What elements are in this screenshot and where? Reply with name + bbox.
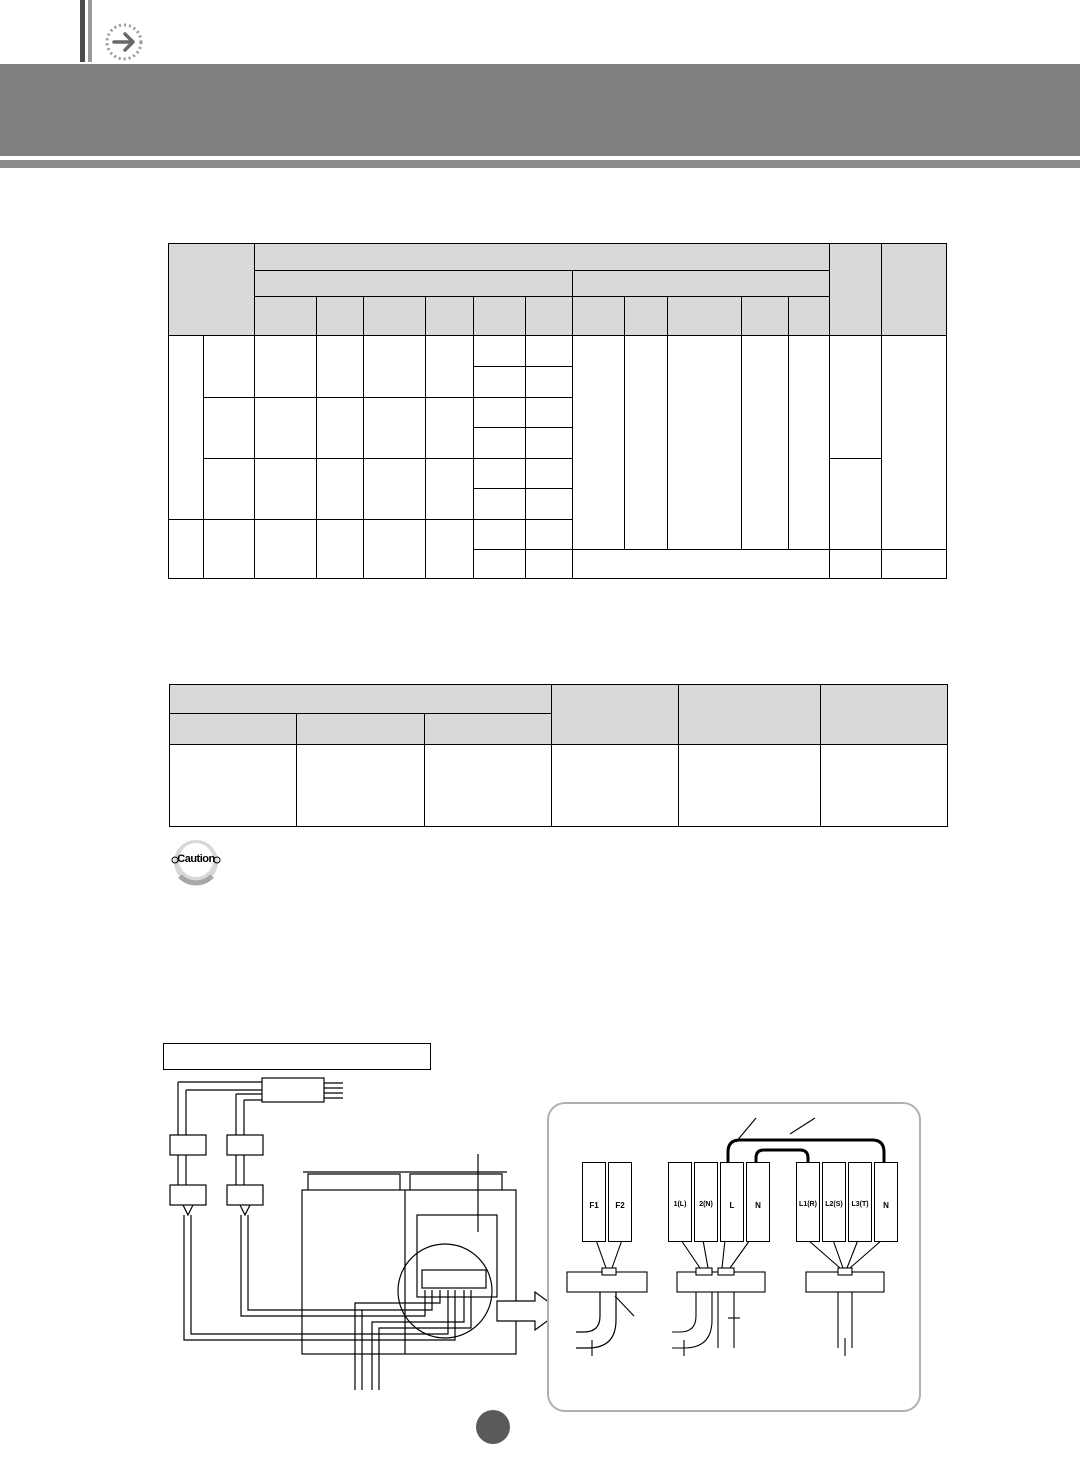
terminal-block-mid xyxy=(668,1162,770,1242)
table1-cell xyxy=(573,336,625,550)
table1-cell xyxy=(255,520,317,579)
table1-cell xyxy=(625,336,668,550)
table1-cell xyxy=(526,489,573,520)
table1-cell xyxy=(573,550,829,579)
table1-col-header xyxy=(668,297,741,336)
table1-col-header xyxy=(255,297,317,336)
table1-cell xyxy=(255,336,317,398)
arrow-right-circle-icon xyxy=(102,20,146,64)
table1-cell xyxy=(741,336,788,550)
spec-table-2 xyxy=(169,684,948,827)
table1-col-header xyxy=(526,297,573,336)
header-bar-dark xyxy=(80,0,85,62)
table1-cell xyxy=(364,459,426,520)
table1-cell xyxy=(474,367,526,398)
table1-cell xyxy=(426,459,474,520)
table1-cell xyxy=(426,520,474,579)
caution-badge xyxy=(166,836,226,888)
table1-cell xyxy=(364,398,426,459)
terminal-label: L1(R) xyxy=(799,1201,817,1208)
table1-cell xyxy=(426,336,474,398)
table1-col-header xyxy=(788,297,829,336)
terminal-label: N xyxy=(755,1201,761,1210)
table1-col-header xyxy=(625,297,668,336)
table1-cell xyxy=(317,459,364,520)
table1-col-header xyxy=(881,244,946,336)
table1-col-header xyxy=(364,297,426,336)
terminal xyxy=(694,1162,718,1242)
table1-cell xyxy=(881,550,946,579)
table2-col-header xyxy=(170,714,297,745)
terminal-label: 2(N) xyxy=(699,1201,713,1208)
table1-cell xyxy=(526,520,573,550)
table1-cell xyxy=(474,550,526,579)
table1-subgroup-header xyxy=(255,271,573,297)
terminal-detail-diagram xyxy=(555,1110,910,1400)
terminal xyxy=(796,1162,820,1242)
terminal-block-left xyxy=(582,1162,632,1242)
table1-subgroup-header xyxy=(573,271,829,297)
terminal xyxy=(746,1162,770,1242)
table1-col-header xyxy=(426,297,474,336)
table1-cell xyxy=(474,336,526,367)
table1-cell xyxy=(169,336,204,520)
terminal xyxy=(582,1162,606,1242)
table2-cell xyxy=(552,745,679,827)
header-divider xyxy=(0,160,1080,168)
terminal-label: 1(L) xyxy=(673,1201,687,1208)
table1-cell xyxy=(526,398,573,428)
table2-cell xyxy=(425,745,552,827)
terminal xyxy=(822,1162,846,1242)
table1-cell xyxy=(829,459,881,550)
table1-cell xyxy=(526,367,573,398)
table2-cell xyxy=(297,745,425,827)
table1-cell xyxy=(426,398,474,459)
table1-cell xyxy=(255,459,317,520)
table1-col-header xyxy=(317,297,364,336)
table1-cell xyxy=(204,398,255,459)
table1-cell xyxy=(526,336,573,367)
header-band xyxy=(0,64,1080,156)
table1-cell xyxy=(881,336,946,550)
table2-col-header xyxy=(425,714,552,745)
terminal-label: L xyxy=(729,1201,735,1210)
table1-cell xyxy=(474,520,526,550)
terminal-label: F1 xyxy=(589,1201,599,1210)
table1-cell xyxy=(526,550,573,579)
terminal xyxy=(874,1162,898,1242)
terminal-label: L3(T) xyxy=(851,1201,869,1208)
terminal-block-right xyxy=(796,1162,898,1242)
terminal-label: N xyxy=(883,1201,889,1210)
terminal-label: L2(S) xyxy=(825,1201,843,1208)
table1-cell xyxy=(317,520,364,579)
table1-cell xyxy=(526,459,573,489)
table1-cell xyxy=(668,336,741,550)
table2-group-header xyxy=(170,685,552,714)
table1-cell xyxy=(255,398,317,459)
table1-cell xyxy=(526,428,573,459)
table1-col-header xyxy=(741,297,788,336)
table1-cell xyxy=(474,489,526,520)
wiring-diagram xyxy=(150,1070,550,1400)
table2-cell xyxy=(821,745,948,827)
table2-col-header xyxy=(679,685,821,745)
table1-col-header xyxy=(829,244,881,336)
table1-corner-header xyxy=(169,244,255,336)
table1-col-header xyxy=(573,297,625,336)
table1-cell xyxy=(204,520,255,579)
table1-group-header xyxy=(255,244,830,271)
terminal xyxy=(848,1162,872,1242)
spec-table-1 xyxy=(168,243,947,579)
terminal xyxy=(608,1162,632,1242)
diagram-title-box xyxy=(163,1043,431,1070)
table1-cell xyxy=(829,336,881,459)
table1-cell xyxy=(788,336,829,550)
caution-label: Caution xyxy=(177,853,215,865)
terminal-label: F2 xyxy=(615,1201,625,1210)
table1-cell xyxy=(317,336,364,398)
table2-col-header xyxy=(821,685,948,745)
table1-cell xyxy=(829,550,881,579)
table2-col-header xyxy=(297,714,425,745)
table1-cell xyxy=(474,428,526,459)
page-number-badge xyxy=(476,1410,510,1444)
header-bar-light xyxy=(88,0,92,62)
terminal xyxy=(720,1162,744,1242)
table1-cell xyxy=(317,398,364,459)
table1-col-header xyxy=(474,297,526,336)
table2-cell xyxy=(679,745,821,827)
table1-cell xyxy=(474,398,526,428)
table1-cell xyxy=(474,459,526,489)
terminal xyxy=(668,1162,692,1242)
table1-cell xyxy=(364,336,426,398)
table1-cell xyxy=(364,520,426,579)
table1-cell xyxy=(169,520,204,579)
table2-cell xyxy=(170,745,297,827)
table2-col-header xyxy=(552,685,679,745)
table1-cell xyxy=(204,336,255,398)
table1-cell xyxy=(204,459,255,520)
